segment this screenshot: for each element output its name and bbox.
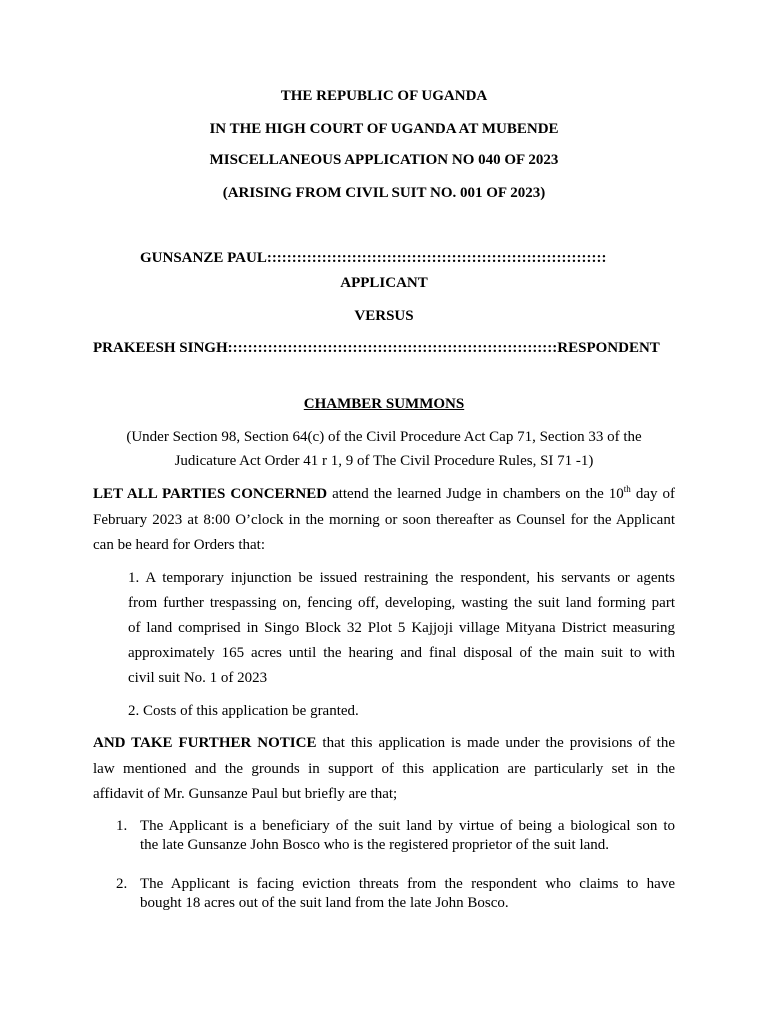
arising-heading: (ARISING FROM CIVIL SUIT NO. 001 OF 2023) <box>222 185 546 201</box>
notice-line-2: February 2023 at 8:00 O’clock in the morning or soon thereafter as Counsel for the Applicant <box>93 512 675 528</box>
notice-line-3: can be heard for Orders that: <box>93 537 266 553</box>
further-line-3: affidavit of Mr. Gunsanze Paul but briefly are that; <box>93 786 398 802</box>
further-line-1 <box>93 735 675 752</box>
court-heading: IN THE HIGH COURT OF UGANDA AT MUBENDE <box>209 121 559 137</box>
respondent-line: PRAKEESH SINGH::::::::::::::::::::::::::::::::::::::::::::::::::::::::::::::::::RESPONDENT <box>93 340 660 356</box>
further-text: that this application is made under the provisions of the <box>316 735 675 751</box>
order-1-line-2: from further trespassing on, fencing off, developing, wasting the suit land forming part <box>128 595 675 611</box>
order-2: 2. Costs of this application be granted. <box>128 703 359 719</box>
ground-1-line-1: The Applicant is a beneficiary of the suit land by virtue of being a biological son to <box>140 818 675 834</box>
notice-lead-text: attend the learned Judge in chambers on the 10 <box>327 486 624 502</box>
notice-line-1 <box>93 486 675 503</box>
order-1-line-3: of land comprised in Singo Block 32 Plot 5 Kajjoji village Mityana District measuring <box>128 620 675 636</box>
ground-2-line-2: bought 18 acres out of the suit land from the late John Bosco. <box>140 895 509 911</box>
summons-authority-line-1: (Under Section 98, Section 64(c) of the Civil Procedure Act Cap 71, Section 33 of the <box>126 429 642 445</box>
summons-authority-line-2: Judicature Act Order 41 r 1, 9 of The Civil Procedure Rules, SI 71 -1) <box>174 453 594 469</box>
further-bold: AND TAKE FURTHER NOTICE <box>93 735 317 751</box>
ground-1-number: 1. <box>116 818 128 834</box>
notice-lead-end: day of <box>630 486 676 502</box>
order-1-line-1: 1. A temporary injunction be issued restraining the respondent, his servants or agents <box>128 570 675 586</box>
ground-2-number: 2. <box>116 876 128 892</box>
further-line-2: law mentioned and the grounds in support of this application are particularly set in the <box>93 761 675 777</box>
applicant-line: GUNSANZE PAUL:::::::::::::::::::::::::::::::::::::::::::::::::::::::::::::::::::: <box>140 250 607 266</box>
ground-1-line-2: the late Gunsanze John Bosco who is the registered proprietor of the suit land. <box>140 837 610 853</box>
notice-lead-superscript: th <box>623 484 631 494</box>
application-heading: MISCELLANEOUS APPLICATION NO 040 OF 2023 <box>209 152 559 168</box>
applicant-label: APPLICANT <box>340 275 428 291</box>
republic-heading: THE REPUBLIC OF UGANDA <box>280 88 488 104</box>
ground-2-line-1: The Applicant is facing eviction threats from the respondent who claims to have <box>140 876 675 892</box>
versus-label: VERSUS <box>354 308 414 324</box>
summons-title: CHAMBER SUMMONS <box>303 396 465 412</box>
order-1-line-5: civil suit No. 1 of 2023 <box>128 670 268 686</box>
notice-lead-bold: LET ALL PARTIES CONCERNED <box>93 486 328 502</box>
order-1-line-4: approximately 165 acres until the hearing and final disposal of the main suit to with <box>128 645 675 661</box>
